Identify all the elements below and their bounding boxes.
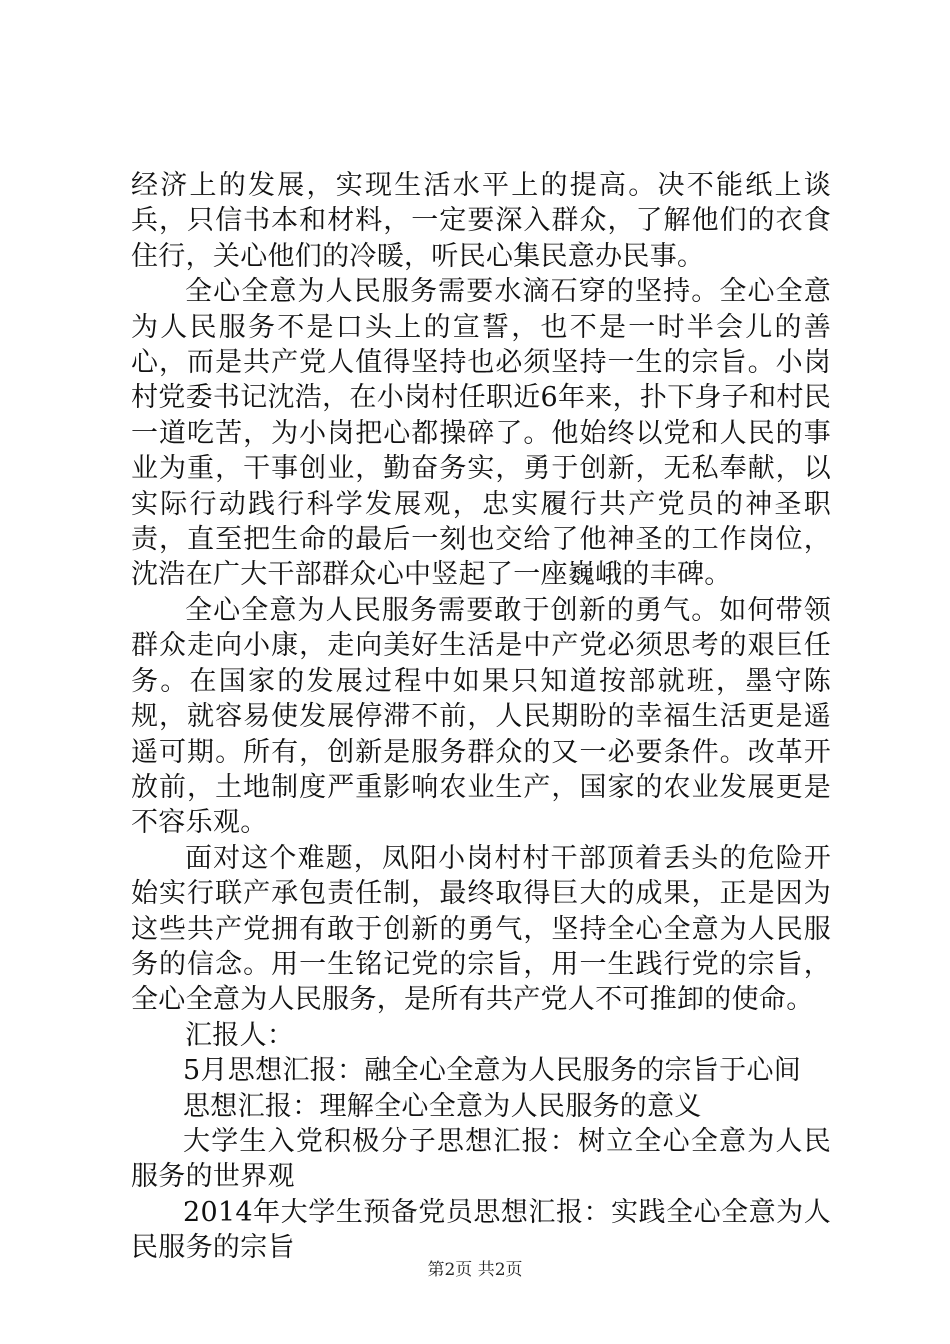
related-link: 2014年大学生预备党员思想汇报：实践全心全意为人民服务的宗旨 xyxy=(131,1196,831,1264)
reporter-label: 汇报人： xyxy=(185,1019,295,1051)
related-link: 大学生入党积极分子思想汇报：树立全心全意为人民服务的世界观 xyxy=(131,1125,831,1193)
paragraph: 全心全意为人民服务需要水滴石穿的坚持。全心全意为人民服务不是口头上的宣誓，也不是一时半会儿的善心，而是共产党人值得坚持也必须坚持一生的宗旨。小岗村党委书记沈浩，在小岗村任职近6年来，扑下身子和村民一道吃苦，为小岗把心都操碎了。他始终以党和人民的事业为重，干事创业，勤奋务实，勇于创新，无私奉献，以实际行动践行科学发展观，忠实履行共产党员的神圣职责，直至把生命的最后一刻也交给了他神圣的工作岗位，沈浩在广大干部群众心中竖起了一座巍峨的丰碑。 xyxy=(131,276,831,591)
paragraph: 面对这个难题，凤阳小岗村村干部顶着丢头的危险开始实行联产承包责任制，最终取得巨大的成果，正是因为这些共产党拥有敢于创新的勇气，坚持全心全意为人民服务的信念。用一生铭记党的宗旨，用一生践行党的宗旨，全心全意为人民服务，是所有共产党人不可推卸的使命。 xyxy=(131,842,831,1016)
page-number: 第2页 共2页 xyxy=(427,1260,523,1280)
paragraph: 全心全意为人民服务需要敢于创新的勇气。如何带领群众走向小康，走向美好生活是中产党必须思考的艰巨任务。在国家的发展过程中如果只知道按部就班，墨守陈规，就容易使发展停滞不前，人民期盼的幸福生活更是遥遥可期。所有，创新是服务群众的又一必要条件。改革开放前，土地制度严重影响农业生产，国家的农业发展更是不容乐观。 xyxy=(131,594,831,839)
paragraph: 经济上的发展，实现生活水平上的提高。决不能纸上谈兵，只信书本和材料，一定要深入群众，了解他们的衣食住行，关心他们的冷暖，听民心集民意办民事。 xyxy=(131,170,831,272)
related-link: 思想汇报：理解全心全意为人民服务的意义 xyxy=(183,1090,702,1122)
document-body xyxy=(131,168,831,1266)
related-link: 5月思想汇报：融全心全意为人民服务的宗旨于心间 xyxy=(183,1055,802,1087)
